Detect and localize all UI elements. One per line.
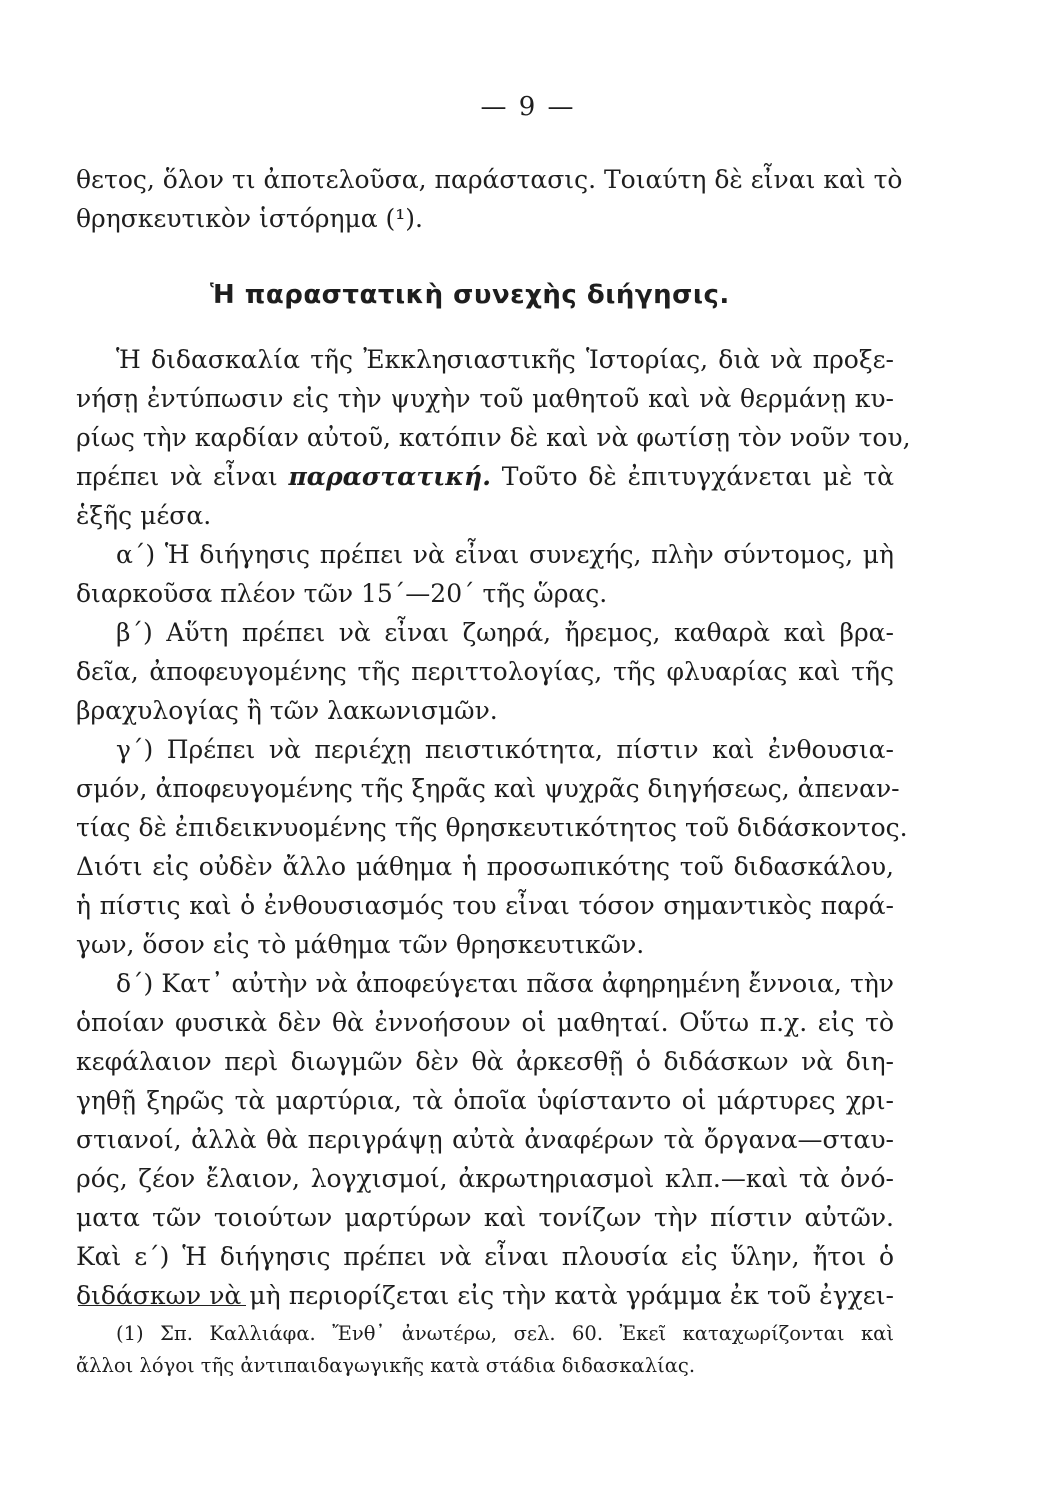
text-line: ὁποίαν φυσικὰ δὲν θὰ ἐννοήσουν οἱ μαθηταί. Οὕτω π.χ. εἰς τὸ bbox=[76, 1008, 894, 1037]
text-line: δεῖα, ἀποφευγομένης τῆς περιττολογίας, τῆς φλυαρίας καὶ τῆς bbox=[76, 657, 894, 686]
text-line: νήσῃ ἐντύπωσιν εἰς τὴν ψυχὴν τοῦ μαθητοῦ καὶ νὰ θερμάνῃ κυ- bbox=[76, 384, 894, 413]
text-line: α΄) Ἡ διήγησις πρέπει νὰ εἶναι συνεχής, πλὴν σύντομος, μὴ bbox=[116, 540, 894, 569]
text-line: διαρκοῦσα πλέον τῶν 15΄—20΄ τῆς ὥρας. bbox=[76, 579, 608, 608]
section-heading: Ἡ παραστατικὴ συνεχὴς διήγησις. bbox=[210, 280, 730, 310]
text-line: Διότι εἰς οὐδὲν ἄλλο μάθημα ἡ προσωπικότης τοῦ διδασκάλου, bbox=[76, 852, 894, 881]
text-line: θετος, ὅλον τι ἀποτελοῦσα, παράστασις. Τοιαύτη δὲ εἶναι καὶ τὸ bbox=[76, 165, 903, 194]
text-line: ρίως τὴν καρδίαν αὐτοῦ, κατόπιν δὲ καὶ νὰ φωτίσῃ τὸν νοῦν του, bbox=[76, 423, 911, 452]
text-line bbox=[76, 457, 894, 496]
text-line: ἑξῆς μέσα. bbox=[76, 501, 212, 530]
text-line: γων, ὅσον εἰς τὸ μάθημα τῶν θρησκευτικῶν. bbox=[76, 930, 645, 959]
text-line: βραχυλογίας ἢ τῶν λακωνισμῶν. bbox=[76, 696, 498, 725]
text-fragment: πρέπει νὰ εἶναι bbox=[76, 462, 289, 491]
text-line: ρός, ζέον ἔλαιον, λογχισμοί, ἀκρωτηριασμοὶ κλπ.—καὶ τὰ ὀνό- bbox=[76, 1164, 894, 1193]
emphasized-term: παραστατική. bbox=[288, 462, 491, 491]
body-text bbox=[76, 340, 911, 1315]
text-line: Καὶ ε΄) Ἡ διήγησις πρέπει νὰ εἶναι πλουσία εἰς ὕλην, ἤτοι ὁ bbox=[76, 1242, 894, 1271]
footnote bbox=[76, 1318, 894, 1382]
text-fragment: Τοῦτο δὲ ἐπιτυγχάνεται μὲ τὰ bbox=[490, 462, 894, 491]
text-line: κεφάλαιον περὶ διωγμῶν δὲν θὰ ἀρκεσθῇ ὁ διδάσκων νὰ διη- bbox=[76, 1047, 894, 1076]
text-line: ματα τῶν τοιούτων μαρτύρων καὶ τονίζων τὴν πίστιν αὐτῶν. bbox=[76, 1203, 894, 1232]
footnote-line: (1) Σπ. Καλλιάφα. Ἔνθ᾽ ἀνωτέρω, σελ. 60. Ἐκεῖ καταχωρίζονται καὶ bbox=[116, 1322, 894, 1345]
text-line: στιανοί, ἀλλὰ θὰ περιγράψῃ αὐτὰ ἀναφέρων τὰ ὄργανα—σταυ- bbox=[76, 1125, 894, 1154]
intro-paragraph bbox=[76, 160, 903, 238]
footnote-divider bbox=[78, 1305, 246, 1306]
text-line: τίας δὲ ἐπιδεικνυομένης τῆς θρησκευτικότητος τοῦ διδάσκοντος. bbox=[76, 813, 908, 842]
text-line: θρησκευτικὸν ἱστόρημα (¹). bbox=[76, 204, 423, 233]
page-number: — 9 — bbox=[480, 92, 576, 122]
text-line: γ΄) Πρέπει νὰ περιέχῃ πειστικότητα, πίστιν καὶ ἐνθουσια- bbox=[116, 735, 894, 764]
footnote-line: ἄλλοι λόγοι τῆς ἀντιπαιδαγωγικῆς κατὰ στάδια διδασκαλίας. bbox=[76, 1354, 696, 1377]
text-line: σμόν, ἀποφευγομένης τῆς ξηρᾶς καὶ ψυχρᾶς διηγήσεως, ἀπεναν- bbox=[76, 774, 900, 803]
text-line: γηθῇ ξηρῶς τὰ μαρτύρια, τὰ ὁποῖα ὑφίσταντο οἱ μάρτυρες χρι- bbox=[76, 1086, 894, 1115]
text-line: διδάσκων νὰ μὴ περιορίζεται εἰς τὴν κατὰ γράμμα ἐκ τοῦ ἐγχει- bbox=[76, 1281, 894, 1310]
text-line: δ΄) Κατ᾽ αὐτὴν νὰ ἀποφεύγεται πᾶσα ἀφηρημένη ἔννοια, τὴν bbox=[116, 969, 894, 998]
text-line: β΄) Αὕτη πρέπει νὰ εἶναι ζωηρά, ἤρεμος, καθαρὰ καὶ βρα- bbox=[116, 618, 894, 647]
text-line: ἡ πίστις καὶ ὁ ἐνθουσιασμός του εἶναι τόσον σημαντικὸς παρά- bbox=[76, 891, 894, 920]
text-line: Ἡ διδασκαλία τῆς Ἐκκλησιαστικῆς Ἱστορίας, διὰ νὰ προξε- bbox=[116, 345, 894, 374]
